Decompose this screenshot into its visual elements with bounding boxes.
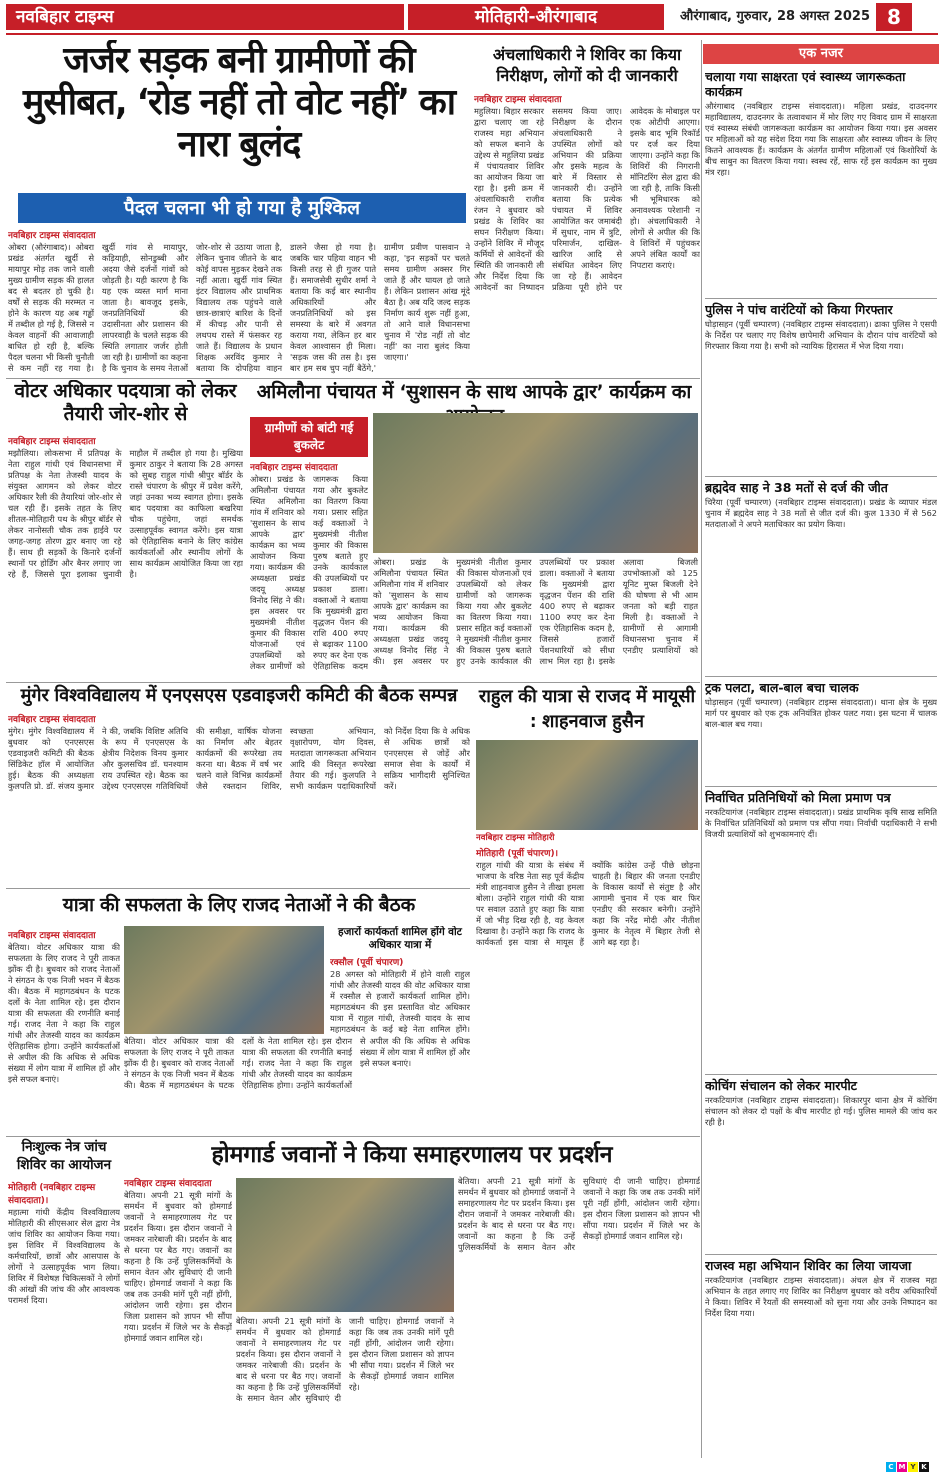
workers-text: 28 अगस्त को मोतिहारी में होने वाली राहुल गांधी और तेजस्वी यादव की वोट अधिकार यात्रा में रक्सौल से हजारों कार्यकर्ता शामिल होंगे। महागठबंधन की इस प्रस्तावित वोट अधिकार यात्रा में राहुल गांधी, तेजस्वी यादव के साथ महागठबंधन के कई बड़े नेता शामिल होंगे। (330, 969, 470, 1034)
masthead-rule (6, 33, 938, 35)
sidebar-item (705, 298, 937, 476)
rahul-story-body (476, 846, 700, 1134)
lead-strap: पैदल चलना भी हो गया है मुश्किल (18, 193, 466, 223)
homeguard-byline: नवबिहार टाइम्स संवाददाता (124, 1179, 212, 1189)
sidebar-item-title: पुलिस ने पांच वारंटियों को किया गिरफ्तार (705, 302, 893, 317)
sidebar-item-title: चलाया गया साक्षरता एवं स्वास्थ्य जागरूकता कार्यक्रम (705, 69, 906, 99)
eye-story (8, 1138, 120, 1456)
dateline: औरंगाबाद, गुरुवार, 28 अगस्त 2025 (680, 9, 870, 24)
cmyk-c-swatch: C (886, 1462, 896, 1472)
homeguard-headline: होमगार्ड जवानों ने किया समाहरणालय पर प्रदर्शन (211, 1142, 613, 1168)
rahul-byline: मोतिहारी (पूर्वी चंपारण)। (476, 849, 558, 859)
homeguard-text: बेतिया। अपनी 21 सूत्री मांगों के समर्थन में बुधवार को होमगार्ड जवानों ने समाहरणालय गेट पर प्रदर्शन किया। इस दौरान जवानों ने जमकर नारेबाजी की। प्रदर्शन के बाद से धरना पर बैठ गए। जवानों का कहना है कि उन्हें पुलिसकर्मियों के समान वेतन और सुविधाएं दी जानी चाहिए। होमगार्ड जवानों ने कहा कि जब तक उनकी मांगें पूरी नहीं होंगी, आंदोलन जारी रहेगा। इस दौरान जिला प्रशासन को ज्ञापन भी सौंपा गया। प्रदर्शन में जिले भर के सैकड़ों होमगार्ड जवान शामिल रहे। (124, 1190, 232, 1343)
camp-byline: नवबिहार टाइम्स संवाददाता (474, 95, 562, 105)
voter-story (8, 380, 243, 678)
sidebar-item (705, 676, 937, 786)
sidebar-item-title: ट्रक पलटा, बाल-बाल बचा चालक (705, 680, 859, 695)
lead-byline: नवबिहार टाइम्स संवाददाता (8, 231, 96, 241)
sidebar-item-title: ब्रह्मदेव साह ने 38 मतों से दर्ज की जीत (705, 480, 888, 495)
rahul-photo-caption: नवबिहार टाइम्स मोतिहारी (476, 833, 555, 843)
amilaina-text: ओबरा। प्रखंड के अमिलौना पंचायत स्थित अमिलौना गांव में शनिवार को 'सुशासन के साथ आपके द्वार' कार्यक्रम का भव्य आयोजन किया गया। कार्यक्रम की अध्यक्षता प्रखंड जदयू अध्यक्ष विनोद सिंह ने की। इस अवसर पर मुख्यमंत्री नीतीश कुमार की विकास योजनाओं एवं उपलब्धियों को लेकर ग्रामीणों को जागरूक किया गया और बुकलेट का वितरण किया गया। प्रसार सहित कई वक्ताओं ने मुख्यमंत्री नीतीश कुमार की विकास पुरुष बताते हुए उनके कार्यकाल की उपलब्धियों पर प्रकाश डाला। वक्ताओं ने बताया कि मुख्यमंत्री द्वारा वृद्धजन पेंशन की राशि 400 रुपए से बढ़ाकर 1100 रुपए कर देना एक ऐतिहासिक कदम (250, 474, 368, 671)
sidebar-item-title: राजस्व महा अभियान शिविर का लिया जायजा (705, 1258, 912, 1273)
homeguard-text-right: बेतिया। अपनी 21 सूत्री मांगों के समर्थन में बुधवार को होमगार्ड जवानों ने समाहरणालय गेट पर प्रदर्शन किया। इस दौरान जवानों ने जमकर नारेबाजी की। प्रदर्शन के बाद से धरना पर बैठ गए। जवानों का कहना है कि उन्हें पुलिसकर्मियों के समान वेतन और सुविधाएं दी जानी चाहिए। होमगार्ड जवानों ने कहा कि जब तक उनकी मांगें पूरी नहीं होंगी, आंदोलन जारी रहेगा। इस दौरान जिला प्रशासन को ज्ञापन भी सौंपा गया। प्रदर्शन में जिले भर के सैकड़ों होमगार्ड जवान शामिल रहे। (458, 1176, 700, 1252)
munger-headline: मुंगेर विश्वविद्यालय में एनएसएस एडवाइजरी कमिटी की बैठक सम्पन्न (20, 685, 458, 706)
cmyk-y-swatch: Y (908, 1462, 918, 1472)
eye-headline: निःशुल्क नेत्र जांच शिविर का आयोजन (16, 1139, 112, 1173)
sidebar-item-body: नरकटियागंज (नवबिहार टाइम्स संवाददाता)। अंचल क्षेत्र में राजस्व महा अभियान के तहत लगाए गए शिविर का निरीक्षण बुधवार को वरीय अधिकारियों ने किया। शिविर में रैयतों की समस्याओं को सुना गया और उनके निष्पादन का निर्देश दिया गया। (705, 1275, 937, 1318)
munger-byline: नवबिहार टाइम्स संवाददाता (8, 715, 96, 725)
rjd-photo (124, 926, 324, 1034)
munger-story (8, 684, 470, 884)
lead-headline (8, 40, 470, 194)
cmyk-m-swatch: M (898, 1463, 906, 1471)
sidebar-item-body: नरकटियागंज (नवबिहार टाइम्स संवाददाता)। शिकारपुर थाना क्षेत्र में कोचिंग संचालन को लेकर दो पक्षों के बीच मारपीट हो गई। पुलिस मामले की जांच कर रही है। (705, 1095, 937, 1127)
amilaina-right-cols (373, 557, 698, 677)
amilaina-photo (373, 413, 698, 553)
lead-text: ओबरा (औरंगाबाद)। ओबरा प्रखंड अंतर्गत खुर्दी से मायापुर मोड़ तक जाने वाली मुख्य ग्रामीण सड़क की हालत बद से बदतर हो चुकी है। वर्षों से सड़क की मरम्मत न होने के कारण यह अब गड्ढों में तब्दील हो गई है, जिससे न केवल वाहनों की आवाजाही बाधित हो रही है, बल्कि पैदल चलना भी किसी चुनौती से कम नहीं रह गया है। खुर्दी गांव से मायापुर, कड़ियाही, सोनडुब्बी और अदया जैसे दर्जनों गांवों को जोड़ती है। यही कारण है कि यह एक व्यस्त मार्ग माना जाता है। बावजूद इसके, जनप्रतिनिधियों की उदासीनता और प्रशासन की लापरवाही के चलते सड़क की स्थिति लगातार जर्जर होती जा रही है। ग्रामीणों का कहना है कि चुनाव के समय नेताओं जोर-शोर से उठाया जाता है, लेकिन चुनाव जीतने के बाद कोई वापस मुड़कर देखने तक नहीं आता। खुर्दी गांव स्थित इंटर विद्यालय और प्राथमिक विद्यालय तक पहुंचने वाले छात्र-छात्राएं बारिश के दिनों में कीचड़ और पानी से लथपथ रास्ते में फंसकर रह जाते हैं। विद्यालय के प्रधान शिक्षक अरविंद कुमार ने बताया कि दोपहिया वाहन डालने जैसा हो गया है। जबकि चार पहिया वाहन भी किसी तरह से ही गुजर पाते हैं। समाजसेवी सुधीर शर्मा ने बताया कि कई बार स्थानीय अधिकारियों और जनप्रतिनिधियों को इस समस्या के बारे में अवगत कराया गया, लेकिन हर बार केवल आश्वासन ही मिला। 'सड़क जस की तस है। इस बार हम सब चुप नहीं बैठेंगे,' ग्रामीण प्रवीण पासवान ने कहा, 'इन सड़कों पर चलते समय ग्रामीण अक्सर गिर जाते हैं और घायल हो जाते हैं। लेकिन प्रशासन आंख मूंदे बैठा है। अब यदि जल्द सड़क निर्माण कार्य शुरू नहीं हुआ, तो आने वाले विधानसभा चुनाव में 'रोड नहीं तो वोट नहीं' का नारा बुलंद किया जाएगा।' (8, 242, 470, 373)
camp-headline: अंचलाधिकारी ने शिविर का किया निरीक्षण, लोगों को दी जानकारी (492, 45, 682, 85)
sidebar-item (705, 66, 937, 298)
sidebar-item (705, 1074, 937, 1254)
homeguard-under-photo (236, 1316, 454, 1456)
sidebar-item-body: नरकटियागंज (नवबिहार टाइम्स संवाददाता)। प्रखंड प्राथमिक कृषि साख समिति के निर्वाचित प्रतिनिधियों को प्रमाण पत्र सौंपा गया। निर्वाची पदाधिकारी ने सभी विजयी प्रत्याशियों को शुभकामनाएं दीं। (705, 807, 937, 839)
sidebar-header: एक नजर (703, 44, 939, 64)
sidebar-item-title: कोचिंग संचालन को लेकर मारपीट (705, 1078, 857, 1093)
voter-byline: नवबिहार टाइम्स संवाददाता (8, 437, 96, 447)
rjd-text-cont: बेतिया। वोटर अधिकार यात्रा की सफलता के लिए राजद ने पूरी ताकत झोंक दी है। बुधवार को राजद नेताओं ने संगठन के एक निजी भवन में बैठक की। बैठक में महागठबंधन के घटक दलों के नेता शामिल रहे। इस दौरान यात्रा की सफलता की रणनीति बनाई गई। राजद नेता ने कहा कि राहुल गांधी और तेजस्वी यादव का कार्यक्रम ऐतिहासिक होगा। उन्होंने कार्यकर्ताओं से अपील की कि अधिक से अधिक संख्या में लोग यात्रा में शामिल हों और इसे सफल बनाएं। (124, 1036, 470, 1090)
sidebar-item-body: चिरैया (पूर्वी चम्पारण) (नवबिहार टाइम्स संवाददाता)। प्रखंड के व्यापार मंडल चुनाव में ब्रह्मदेव साह ने 38 मतों से जीत दर्ज की। कुल 1330 में से 562 मतदाताओं ने अपने मताधिकार का प्रयोग किया। (705, 497, 937, 529)
rahul-text: राहुल गांधी की यात्रा के संबंध में भाजपा के वरिष्ठ नेता सह पूर्व केंद्रीय मंत्री शाहनवाज हुसैन ने तीखा हमला बोला। उन्होंने राहुल गांधी की यात्रा पर सवाल उठाते हुए कहा कि यात्रा में जो भीड़ दिख रही है, वह केवल दिखावा है। उन्होंने कहा कि राजद के कार्यकर्ता इस यात्रा से मायूस हैं क्योंकि कांग्रेस उन्हें पीछे छोड़ना चाहती है। बिहार की जनता एनडीए के विकास कार्यों से संतुष्ट है और आगामी चुनाव में एक बार फिर एनडीए की सरकार बनेगी। उन्होंने कहा कि नरेंद्र मोदी और नीतीश कुमार के नेतृत्व में बिहार तेजी से आगे बढ़ रहा है। (476, 860, 700, 947)
sidebar-item (705, 476, 937, 676)
amilaina-left-col (250, 460, 368, 676)
voter-text: मझौलिया। लोकसभा में प्रतिपक्ष के नेता राहुल गांधी एवं विधानसभा में प्रतिपक्ष के नेता तेजस्वी यादव के संयुक्त आगमन को लेकर वोटर अधिकार रैली की तैयारियां जोर-शोर से चल रही हैं। इसके तहत के लिए शीतल-मोतिहारी पथ के श्रीपुर बॉर्डर से लेकर नानोसती चौक तक हाईवे पर जगह-जगह तोरण द्वार बनाए जा रहे हैं। साथ ही सड़कों के किनारे दर्जनों स्थानों पर होर्डिंग और बैनर लगाए जा रहे हैं, जिससे पूरा इलाका चुनावी माहौल में तब्दील हो गया है। मुखिया कुमार ठाकुर ने बताया कि 28 अगस्त को सुबह राहुल गांधी श्रीपुर बॉर्डर के रास्ते चंपारण के श्रीपुर में प्रवेश करेंगे, जहां उनका भव्य स्वागत होगा। इसके बाद पदयात्रा का काफिला बखरिया चौक पहुंचेगा, जहां समर्थक उत्साहपूर्वक स्वागत करेंगे। इस यात्रा को ऐतिहासिक बनाने के लिए कांग्रेस कार्यकर्ताओं और स्थानीय लोगों के साथ कार्यक्रम आयोजित किया जा रहा है। (8, 448, 243, 579)
eye-text: महात्मा गांधी केंद्रीय विश्वविद्यालय मोतिहारी की सीएसआर सेल द्वारा नेत्र जांच शिविर का आयोजन किया गया। इस शिविर में विश्वविद्यालय के कर्मचारियों, छात्रों और आसपास के लोगों ने उत्साहपूर्वक भाग लिया। शिविर में विशेषज्ञ चिकित्सकों ने लोगों की आंखों की जांच की और आवश्यक परामर्श दिया। (8, 1207, 120, 1305)
eye-byline: मोतिहारी (नवबिहार टाइम्स संवाददाता)। (8, 1183, 96, 1206)
amilaina-byline: नवबिहार टाइम्स संवाददाता (250, 463, 338, 473)
amilaina-headline: अमिलौना पंचायत में ‘सुशासन के साथ आपके द्वार’ कार्यक्रम का (256, 381, 692, 403)
rjd-right-cols (124, 1036, 470, 1134)
cmyk-k-swatch: K (919, 1462, 929, 1472)
camp-story (474, 44, 700, 374)
rjd-headline: यात्रा की सफलता के लिए राजद नेताओं ने की बैठक (62, 894, 416, 916)
homeguard-photo (236, 1178, 454, 1312)
homeguard-right-cols (458, 1176, 700, 1456)
rjd-text: बेतिया। वोटर अधिकार यात्रा की सफलता के लिए राजद ने पूरी ताकत झोंक दी है। बुधवार को राजद नेताओं ने संगठन के एक निजी भवन में बैठक की। बैठक में महागठबंधन के घटक दलों के नेता शामिल रहे। इस दौरान यात्रा की सफलता की रणनीति बनाई गई। राजद नेता ने कहा कि राहुल गांधी और तेजस्वी यादव का कार्यक्रम ऐतिहासिक होगा। उन्होंने कार्यकर्ताओं से अपील की कि अधिक से अधिक संख्या में लोग यात्रा में शामिल हों और इसे सफल बनाएं। (8, 942, 120, 1084)
lead-headline-text: जर्जर सड़क बनी ग्रामीणों की मुसीबत, ‘रोड नहीं तो वोट नहीं’ का नारा बुलंद (22, 40, 456, 165)
paper-name: नवबिहार टाइम्स (6, 4, 404, 30)
rahul-headline: राहुल की यात्रा से राजद में मायूसी : शाहनवाज हुसैन (478, 686, 696, 732)
sidebar-column (705, 66, 937, 1458)
sidebar-item-title: निर्वाचित प्रतिनिधियों को मिला प्रमाण पत्र (705, 790, 891, 805)
workers-byline: रक्सौल (पूर्वी चंपारण) (330, 958, 404, 968)
sidebar-item-body: घोड़ासहन (पूर्वी चम्पारण) (नवबिहार टाइम्स संवाददाता)। थाना क्षेत्र के मुख्य मार्ग पर बुधवार को एक ट्रक अनियंत्रित होकर पलट गया। इस घटना में चालक बाल-बाल बच गया। (705, 697, 937, 729)
homeguard-text-cont: बेतिया। अपनी 21 सूत्री मांगों के समर्थन में बुधवार को होमगार्ड जवानों ने समाहरणालय गेट पर प्रदर्शन किया। इस दौरान जवानों ने जमकर नारेबाजी की। प्रदर्शन के बाद से धरना पर बैठ गए। जवानों का कहना है कि उन्हें पुलिसकर्मियों के समान वेतन और सुविधाएं दी जानी चाहिए। होमगार्ड जवानों ने कहा कि जब तक उनकी मांगें पूरी नहीं होंगी, आंदोलन जारी रहेगा। इस दौरान जिला प्रशासन को ज्ञापन भी सौंपा गया। प्रदर्शन में जिले भर के सैकड़ों होमगार्ड जवान शामिल रहे। (236, 1316, 454, 1403)
sidebar-item-body: औरंगाबाद (नवबिहार टाइम्स संवाददाता)। महिला प्रखंड, दाउदनगर महाविद्यालय, दाउदनगर के तत्वावधान में मोर लिए गए विवाद ग्राम में साक्षरता एवं स्वास्थ्य संबंधी जागरूकता कार्यक्रम का आयोजन किया गया। इस अवसर पर महिलाओं को यह संदेश दिया गया कि साक्षरता और स्वास्थ्य जीवन के लिए कितने आवश्यक हैं। कार्यक्रम के अंतर्गत ग्रामीण महिलाओं एवं किशोरियों के बीच साबुन का वितरण किया गया। स्वस्थ रहें, साफ रहें इस कार्यक्रम का मुख्य मंत्र रहा। (705, 101, 937, 177)
sidebar-item (705, 1254, 937, 1450)
workers-headline: हजारों कार्यकर्ता शामिल होंगे वोट अधिकार यात्रा में (338, 926, 462, 951)
voter-headline: वोटर अधिकार पदयात्रा को लेकर तैयारी जोर-शोर से (14, 380, 237, 425)
page-number: 8 (876, 3, 912, 31)
camp-text: महुलिया। बिहार सरकार द्वारा चलाए जा रहे राजस्व महा अभियान को सफल बनाने के उद्देश्य से महुलिया प्रखंड में पंचायतवार शिविर का आयोजन किया जा रहा है। इसी क्रम में अंचलाधिकारी राजीव रंजन ने बुधवार को प्रखंड के शिविर का सघन निरीक्षण किया। उन्होंने शिविर में मौजूद कर्मियों से आवेदनों की स्थिति की जानकारी ली और निर्देश दिया कि आवेदनों का निष्पादन ससमय किया जाए। निरीक्षण के दौरान अंचलाधिकारी ने उपस्थित लोगों को अभियान की प्रक्रिया और इसके महत्व के बारे में विस्तार से जानकारी दी। उन्होंने बताया कि प्रत्येक पंचायत में शिविर आयोजित कर जमाबंदी में सुधार, नाम में त्रुटि, परिमार्जन, दाखिल-खारिज आदि से संबंधित आवेदन लिए जा रहे हैं। आवेदन प्रक्रिया पूरी होने पर आवेदक के मोबाइल पर एक ओटीपी आएगा। इसके बाद भूमि रिकॉर्ड पर दर्ज कर दिया जाएगा। उन्होंने कहा कि शिविरों की निगरानी मॉनिटरिंग सेल द्वारा की जा रही है, ताकि किसी भी भूमिधारक को अनावश्यक परेशानी न हो। अंचलाधिकारी ने लोगों से अपील की कि वे शिविरों में पहुंचकर अपने लंबित कार्यों का निपटारा कराएं। (474, 106, 700, 292)
workers-story (330, 926, 470, 1034)
sidebar-item (705, 786, 937, 1074)
edition-label: मोतिहारी-औरंगाबाद (408, 4, 664, 30)
homeguard-left-col (124, 1176, 232, 1456)
rahul-headline-box (474, 684, 700, 738)
rahul-photo (476, 740, 698, 830)
rjd-byline: नवबिहार टाइम्स संवाददाता (8, 931, 96, 941)
munger-text: मुंगेर। मुंगेर विश्वविद्यालय में बुधवार को एनएसएस एडवाइजरी कमिटी की बैठक सिंडिकेट हॉल में आयोजित हुई। बैठक की अध्यक्षता कुलपति प्रो. डॉ. संजय कुमार ने की, जबकि विशिष्ट अतिथि के रूप में एनएसएस के क्षेत्रीय निदेशक विनय कुमार और कुलसचिव डॉ. घनश्याम राय उपस्थित रहे। बैठक का उद्देश्य एनएसएस गतिविधियों की समीक्षा, वार्षिक योजना का निर्माण और बेहतर कार्यक्रमों की रूपरेखा तय करना था। बैठक में वर्ष भर चलने वाले विभिन्न कार्यक्रमों जैसे रक्तदान शिविर, स्वच्छता अभियान, वृक्षारोपण, योग दिवस, मतदाता जागरूकता अभियान आदि की विस्तृत रूपरेखा तैयार की गई। कुलपति ने सभी कार्यक्रम पदाधिकारियों को निर्देश दिया कि वे अधिक से अधिक छात्रों को एनएसएस से जोड़ें और समाज सेवा के कार्यों में सक्रिय भागीदारी सुनिश्चित करें। (8, 726, 470, 791)
amilaina-subbox: ग्रामीणों को बांटी गई बुकलेट (250, 417, 368, 457)
rjd-left-col (8, 928, 120, 1134)
sidebar-item-body: घोड़ासहन (पूर्वी चम्पारण) (नवबिहार टाइम्स संवाददाता)। ढाका पुलिस ने एसपी के निर्देश पर चलाए गए विशेष छापेमारी अभियान के दौरान पांच वारंटियों को गिरफ्तार किया गया है। सभी को न्यायिक हिरासत में भेज दिया गया। (705, 319, 937, 351)
lead-story-body (8, 228, 470, 374)
amilaina-text-cont: ओबरा। प्रखंड के अमिलौना पंचायत स्थित अमिलौना गांव में शनिवार को 'सुशासन के साथ आपके द्वार' कार्यक्रम का भव्य आयोजन किया गया। कार्यक्रम की अध्यक्षता प्रखंड जदयू अध्यक्ष विनोद सिंह ने की। इस अवसर पर मुख्यमंत्री नीतीश कुमार की विकास योजनाओं एवं उपलब्धियों को लेकर ग्रामीणों को जागरूक किया गया और बुकलेट का वितरण किया गया। प्रसार सहित कई वक्ताओं ने मुख्यमंत्री नीतीश कुमार की विकास पुरुष बताते हुए उनके कार्यकाल की उपलब्धियों पर प्रकाश डाला। वक्ताओं ने बताया कि मुख्यमंत्री द्वारा वृद्धजन पेंशन की राशि 400 रुपए से बढ़ाकर 1100 रुपए कर देना एक ऐतिहासिक कदम है, जिससे हजारों पेंशनधारियों को सीधा लाभ मिल रहा है। इसके अलावा बिजली उपभोक्ताओं को 125 यूनिट मुफ्त बिजली देने की घोषणा से भी आम जनता को बड़ी राहत मिली है। वक्ताओं ने ग्रामीणों से आगामी विधानसभा चुनाव में एनडीए प्रत्याशियों को (373, 557, 698, 666)
